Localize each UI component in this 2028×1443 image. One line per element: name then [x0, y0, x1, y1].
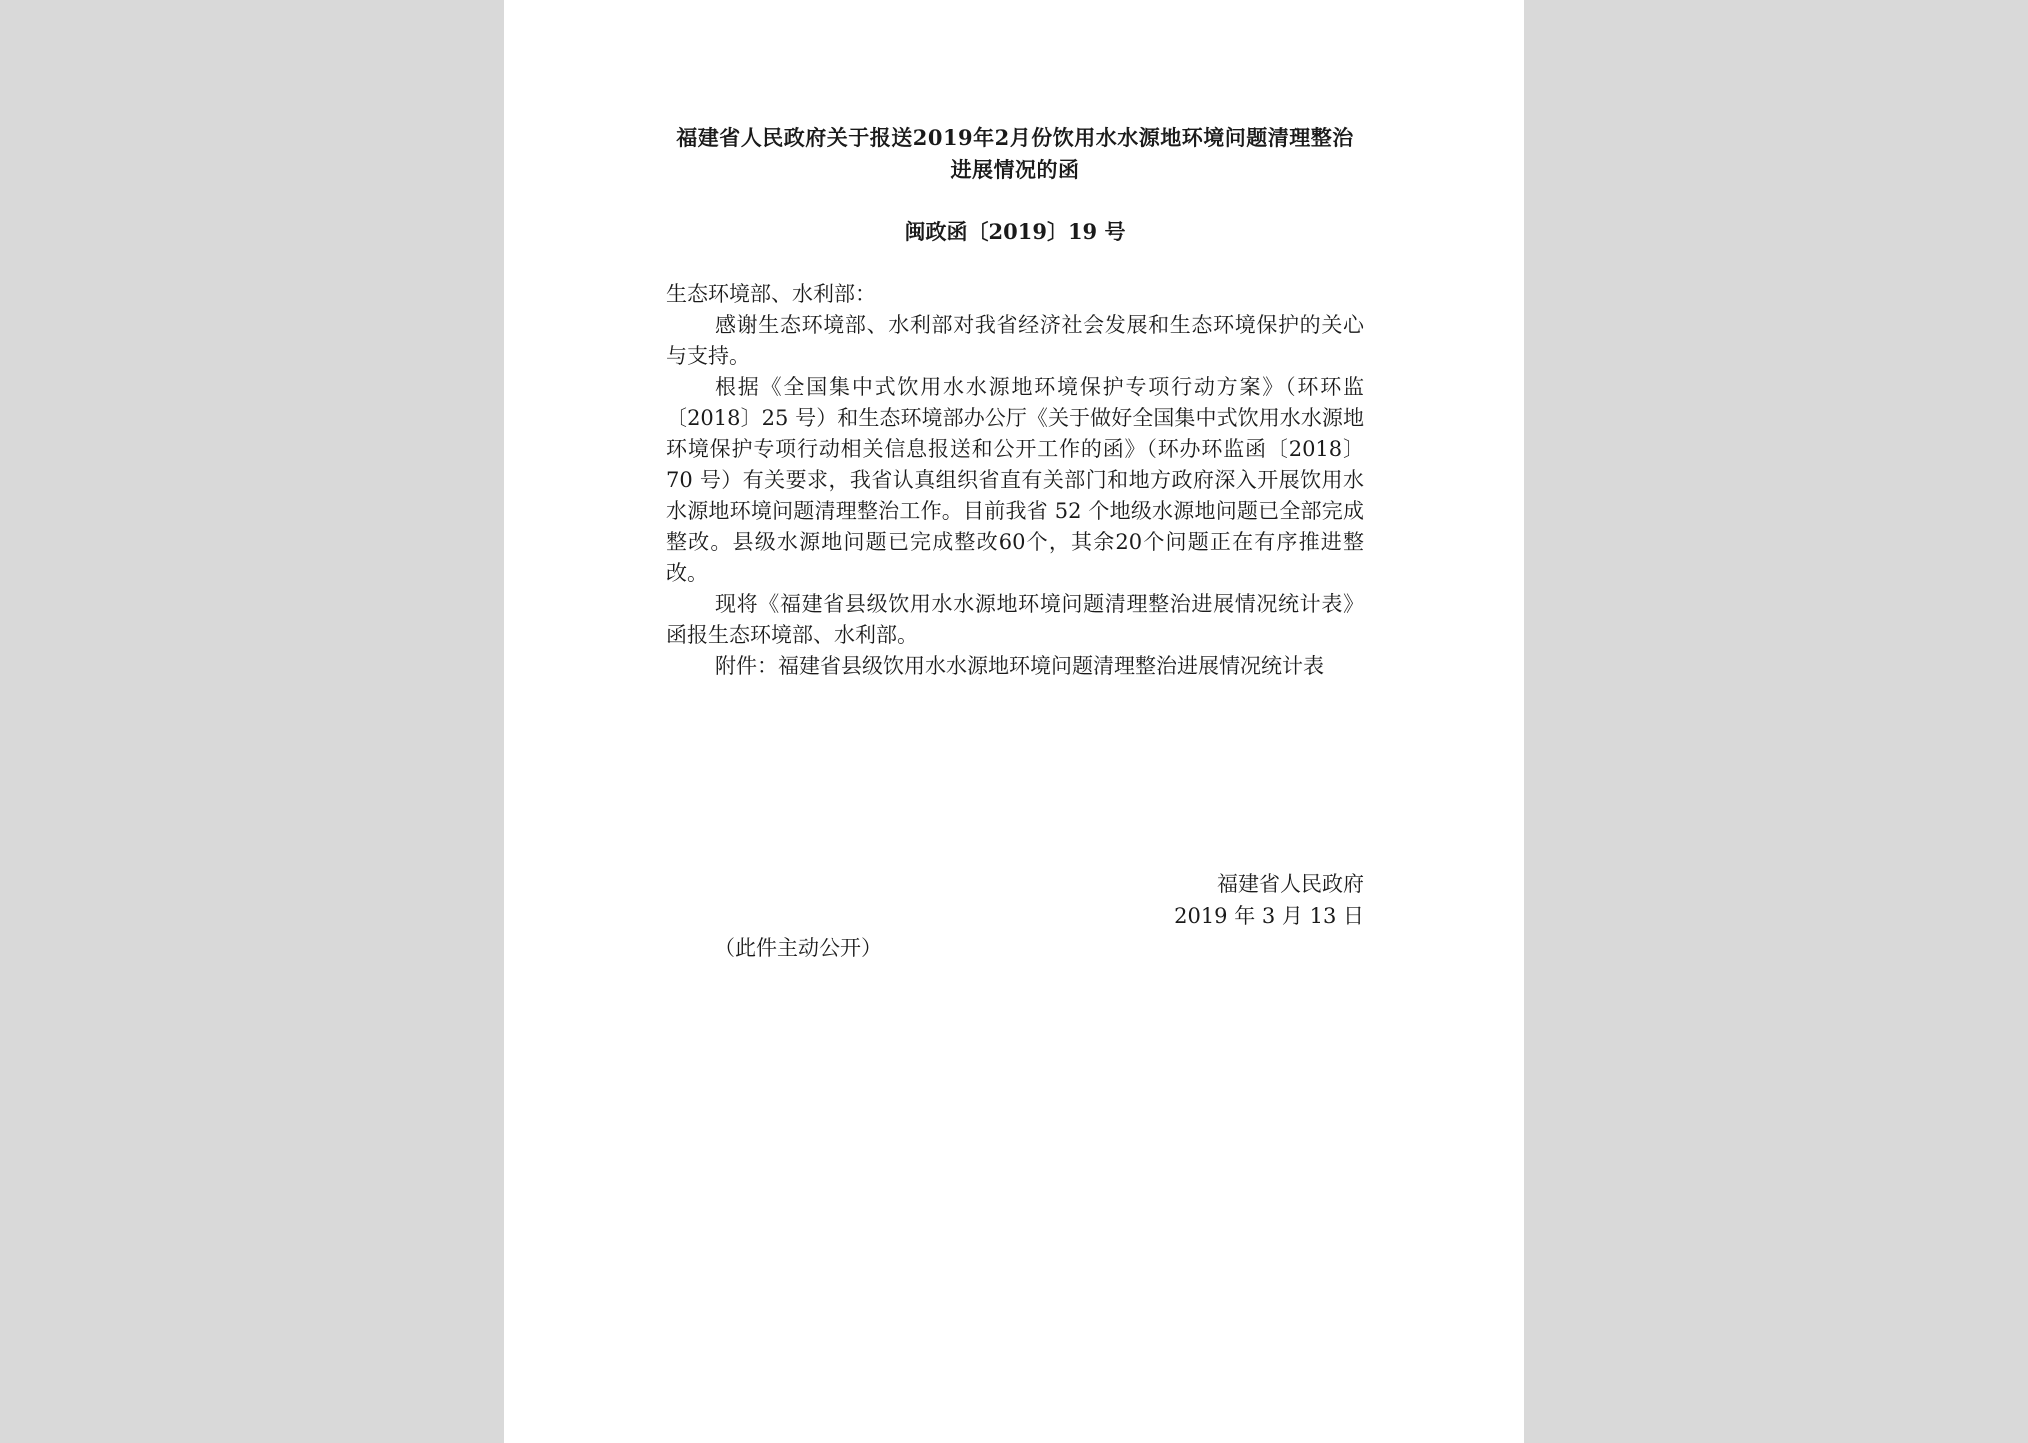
document-number: 闽政函〔2019〕19 号	[904, 219, 1126, 244]
document-page	[504, 0, 1524, 1443]
signer-name: 福建省人民政府	[1217, 872, 1364, 896]
addressee: 生态环境部、水利部：	[666, 282, 876, 306]
paragraph-attachment: 附件：福建省县级饮用水水源地环境问题清理整治进展情况统计表	[715, 654, 1324, 678]
document-title: 福建省人民政府关于报送2019年2月份饮用水水源地环境问题清理整治进展情况的函	[676, 125, 1354, 182]
paragraph-report: 现将《福建省县级饮用水水源地环境问题清理整治进展情况统计表》函报生态环境部、水利部。	[666, 592, 1364, 647]
signature-date: 2019 年 3 月 13 日	[1174, 904, 1364, 928]
document-body	[666, 279, 1364, 682]
disclosure-note: （此件主动公开）	[714, 936, 882, 960]
paragraph-progress: 根据《全国集中式饮用水水源地环境保护专项行动方案》（环环监〔2018〕25 号）和生态环境部办公厅《关于做好全国集中式饮用水水源地环境保护专项行动相关信息报送和公开工作的函》（环办环监函〔2018〕70 号）有关要求，我省认真组织省直有关部门和地方政府深入开展饮用水水源地环境问题清理整治工作。目前我省 52 个地级水源地问题已全部完成整改。县级水源地问题已完成整改60个，其余20个问题正在有序推进整改。	[666, 375, 1364, 585]
paragraph-thanks: 感谢生态环境部、水利部对我省经济社会发展和生态环境保护的关心与支持。	[666, 313, 1364, 368]
signature-block	[1174, 868, 1364, 932]
